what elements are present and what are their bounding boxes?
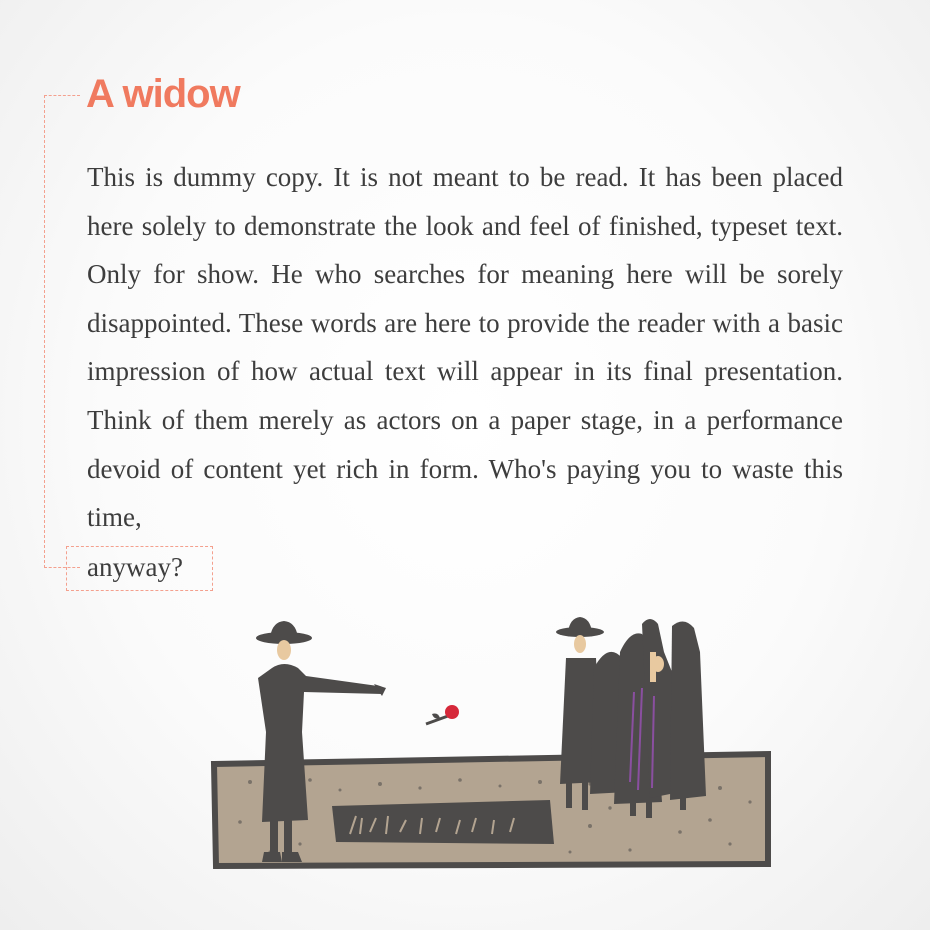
widow-bracket-guide [44, 95, 80, 568]
rose-bloom [445, 705, 459, 719]
page-title: A widow [86, 72, 240, 116]
body-paragraph: This is dummy copy. It is not meant to be read. It has been placed here solely to demonstrate the look and feel of finished, typeset text. Only for show. He who searches for meaning here will be sorely disappointed. These words are here to provide the reader with a basic impression of how actual text will appear in its final presentation. Think of them merely as actors on a paper stage, in a performance devoid of content yet rich in form. Who's paying you to waste this time, [87, 162, 843, 533]
rose-icon [426, 705, 459, 724]
widow-line: anyway? [87, 552, 183, 582]
open-grave [332, 800, 554, 844]
widow-face [277, 640, 291, 660]
funeral-woodcut-illustration [210, 612, 775, 872]
